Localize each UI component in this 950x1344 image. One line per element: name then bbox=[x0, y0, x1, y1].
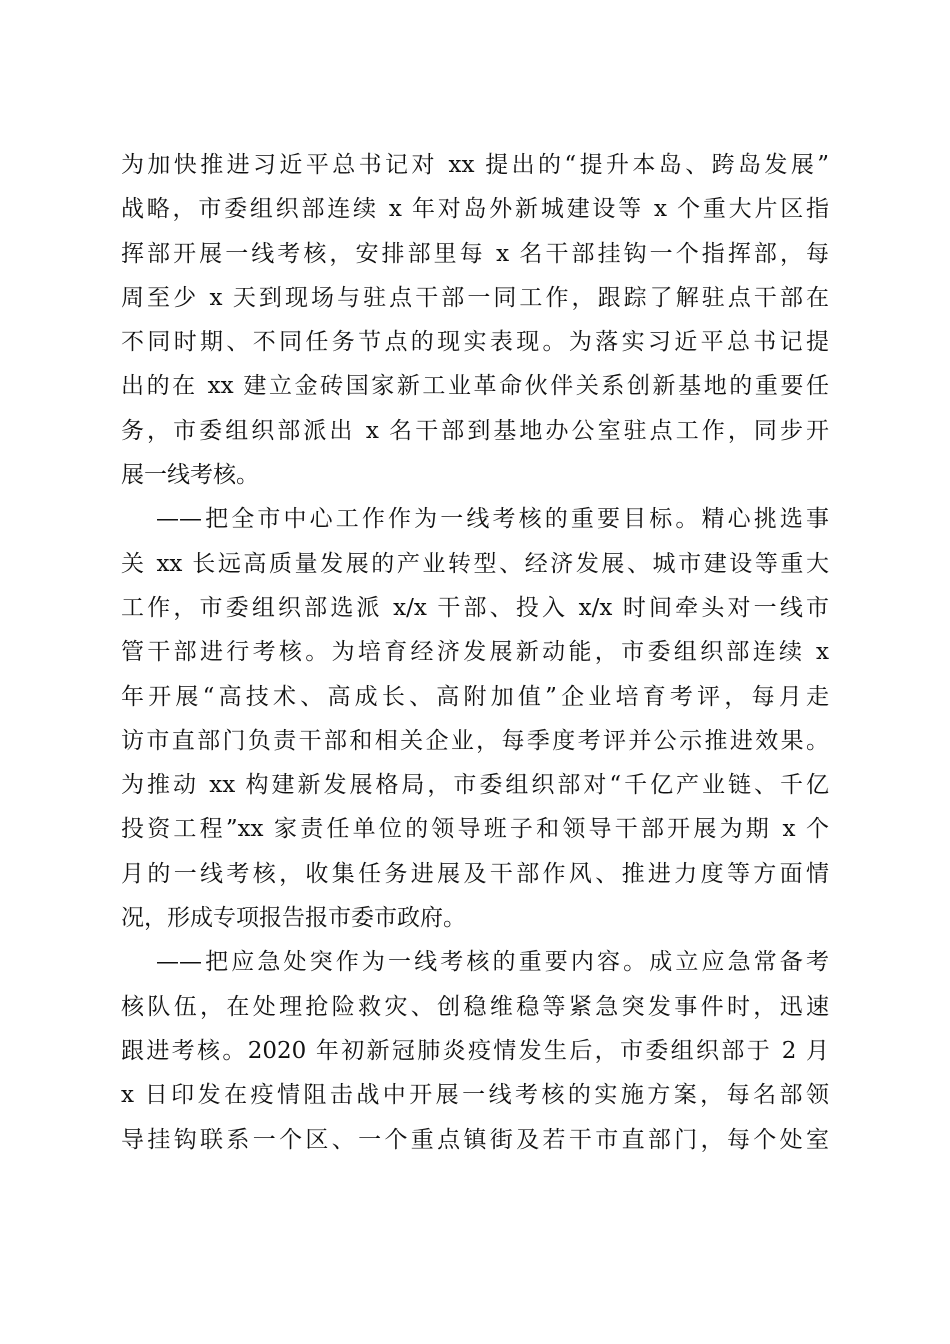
text-line: 年开展“高技术、高成长、高附加值”企业培育考评，每月走 bbox=[121, 683, 829, 710]
text-line: 关 xx 长远高质量发展的产业转型、经济发展、城市建设等重大 bbox=[121, 550, 829, 577]
text-line: x 日印发在疫情阻击战中开展一线考核的实施方案，每名部领 bbox=[121, 1082, 829, 1109]
text-line: 况，形成专项报告报市委市政府。 bbox=[121, 905, 466, 932]
text-line: 工作，市委组织部选派 x/x 干部、投入 x/x 时间牵头对一线市 bbox=[121, 594, 829, 621]
text-line: 管干部进行考核。为培育经济发展新动能，市委组织部连续 x bbox=[121, 639, 829, 666]
text-line: ——把应急处突作为一线考核的重要内容。成立应急常备考 bbox=[156, 949, 829, 976]
text-line: 月的一线考核，收集任务进展及干部作风、推进力度等方面情 bbox=[121, 860, 829, 887]
text-line: 访市直部门负责干部和相关企业，每季度考评并公示推进效果。 bbox=[121, 727, 829, 754]
text-line: 核队伍，在处理抢险救灾、创稳维稳等紧急突发事件时，迅速 bbox=[121, 993, 829, 1020]
text-line: 为加快推进习近平总书记对 xx 提出的“提升本岛、跨岛发展” bbox=[121, 152, 829, 178]
document-body bbox=[121, 143, 829, 1162]
text-line: 投资工程”xx 家责任单位的领导班子和领导干部开展为期 x 个 bbox=[121, 816, 829, 843]
text-line: 周至少 x 天到现场与驻点干部一同工作，跟踪了解驻点干部在 bbox=[121, 284, 829, 311]
text-line: 展一线考核。 bbox=[121, 462, 259, 489]
text-line: 导挂钩联系一个区、一个重点镇街及若干市直部门，每个处室 bbox=[121, 1126, 829, 1153]
text-line: 务，市委组织部派出 x 名干部到基地办公室驻点工作，同步开 bbox=[121, 417, 829, 444]
text-line: 战略，市委组织部连续 x 年对岛外新城建设等 x 个重大片区指 bbox=[121, 196, 829, 223]
text-line: ——把全市中心工作作为一线考核的重要目标。精心挑选事 bbox=[156, 506, 829, 533]
text-line: 为推动 xx 构建新发展格局，市委组织部对“千亿产业链、千亿 bbox=[121, 772, 829, 799]
text-line: 挥部开展一线考核，安排部里每 x 名干部挂钩一个指挥部，每 bbox=[121, 240, 829, 267]
text-line: 跟进考核。2020 年初新冠肺炎疫情发生后，市委组织部于 2 月 bbox=[121, 1037, 829, 1064]
text-line: 出的在 xx 建立金砖国家新工业革命伙伴关系创新基地的重要任 bbox=[121, 373, 829, 400]
text-line: 不同时期、不同任务节点的现实表现。为落实习近平总书记提 bbox=[121, 329, 829, 356]
